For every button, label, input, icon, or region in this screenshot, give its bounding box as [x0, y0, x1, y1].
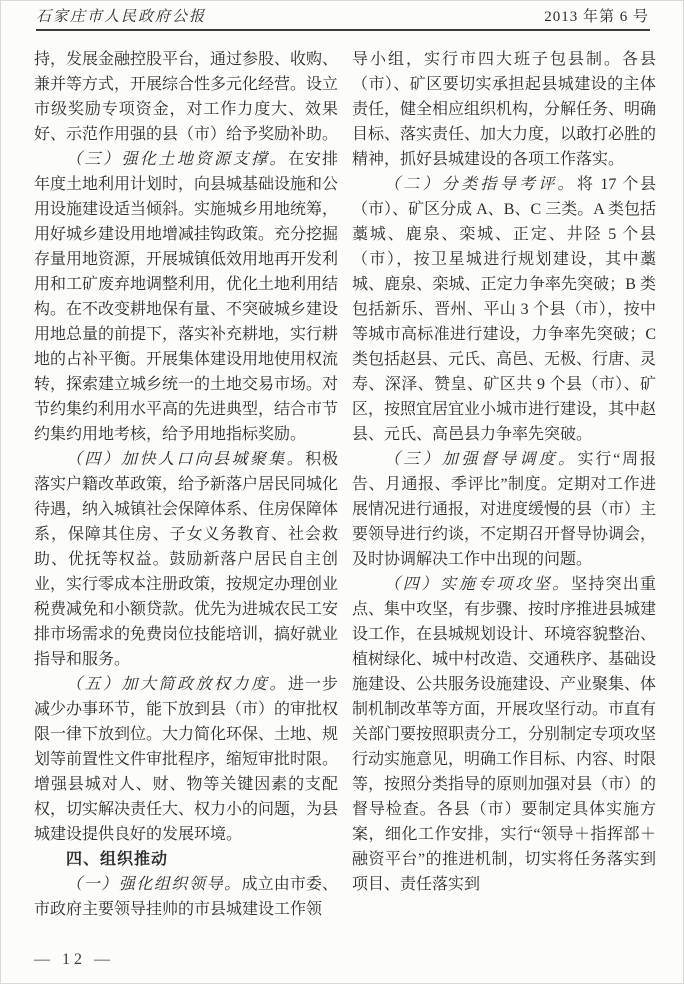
running-head: [36, 7, 649, 27]
paragraph-lead: （二）分类指导考评。: [384, 176, 577, 193]
paragraph: （三）加强督导调度。实行“周报告、月通报、季评比”制度。定期对工作进展情况进行通报，对进度缓慢的县（市）主要领导进行约谈，不定期召开督导协调会，及时协调解决工作中出现的问题。: [352, 451, 657, 568]
left-column: [34, 47, 338, 922]
paragraph-lead: （三）加强督导调度。: [384, 451, 578, 468]
paragraph: （一）强化组织领导。成立由市委、市政府主要领导挂帅的市县城建设工作领: [34, 876, 338, 918]
paragraph-lead: （四）加快人口向县城聚集。: [66, 451, 306, 468]
right-column: [352, 47, 656, 922]
body-columns: [34, 47, 656, 922]
paragraph: （四）实施专项攻坚。坚持突出重点、集中攻坚，有步骤、按时序推进县城建设工作，在县城规划设计、环境容貌整治、植树绿化、城中村改造、交通秩序、基础设施建设、公共服务设施建设、产业聚集、体制机制改革等方面，开展攻坚行动。市直有关部门要按照职责分工，分别制定专项攻坚行动实施意见，明确工作目标、内容、时限等，按照分类指导的原则加强对县（市）的督导检查。各县（市）要制定具体实施方案，细化工作安排，实行“领导＋指挥部＋融资平台”的推进机制，切实将任务落实到项目、责任落实到: [352, 576, 657, 893]
paragraph-lead: （一）强化组织领导。: [66, 876, 242, 893]
paragraph-lead: （五）加大简政放权力度。: [66, 676, 288, 693]
issue-number: 2013 年第 6 号: [544, 9, 649, 25]
section-heading: 四、组织推动: [66, 851, 169, 868]
paragraph-lead: （三）强化土地资源支撑。: [66, 151, 288, 168]
paragraph: （四）加快人口向县城聚集。积极落实户籍改革政策，给予新落户居民同城化待遇，纳入城镇社会保障体系、住房保障体系，保障其住房、子女义务教育、社会救助、优抚等权益。鼓励新落户居民自主创业，实行零成本注册政策，按规定办理创业税费减免和小额贷款。优先为进城农民工安排市场需求的免费岗位技能培训，搞好就业指导和服务。: [34, 451, 339, 668]
paragraph: 导小组，实行市四大班子包县制。各县（市）、矿区要切实承担起县城建设的主体责任，健全相应组织机构，分解任务、明确目标、落实责任、加大力度，以敢打必胜的精神，抓好县城建设的各项工作落实。: [352, 51, 657, 168]
paragraph-lead: （四）实施专项攻坚。: [384, 576, 572, 593]
gazette-title: 石家庄市人民政府公报: [36, 9, 207, 25]
paragraph: （五）加大简政放权力度。进一步减少办事环节，能下放到县（市）的审批权限一律下放到位。大力简化环保、土地、规划等前置性文件审批程序，缩短审批时限。增强县城对人、财、物等关键因素的支配权，切实解决责任大、权力小的问题，为县城建设提供良好的发展环境。: [34, 676, 339, 843]
header-rule: [36, 29, 650, 31]
paragraph: （三）强化土地资源支撑。在安排年度土地利用计划时，向县城基础设施和公用设施建设适当倾斜。实施城乡用地统筹，用好城乡建设用地增减挂钩政策。充分挖掘存量用地资源，开展城镇低效用地再开发利用和工矿废弃地调整利用，优化土地利用结构。在不改变耕地保有量、不突破城乡建设用地总量的前提下，落实补充耕地，实行耕地的占补平衡。开展集体建设用地使用权流转，探索建立城乡统一的土地交易市场。对节约集约利用水平高的先进典型，结合市节约集约用地考核，给予用地指标奖励。: [34, 151, 339, 443]
paragraph: 持，发展金融控股平台，通过参股、收购、兼并等方式，开展综合性多元化经营。设立市级奖励专项资金，对工作力度大、效果好、示范作用强的县（市）给予奖励补助。: [34, 51, 339, 143]
paragraph: （二）分类指导考评。将 17 个县（市）、矿区分成 A、B、C 三类。A 类包括藁城、鹿泉、栾城、正定、井陉 5 个县（市），按卫星城进行规划建设，其中藁城、鹿泉、栾城、正定力争率先突破；B 类包括新乐、晋州、平山 3 个县（市），按中等城市高标准进行建设，力争率先突破；C 类包括赵县、元氏、高邑、无极、行唐、灵寿、深泽、赞皇、矿区共 9 个县（市）、矿区，按照宜居宜业小城市进行建设，其中赵县、元氏、高邑县力争率先突破。: [352, 176, 657, 443]
page-number: — 12 —: [34, 951, 114, 968]
